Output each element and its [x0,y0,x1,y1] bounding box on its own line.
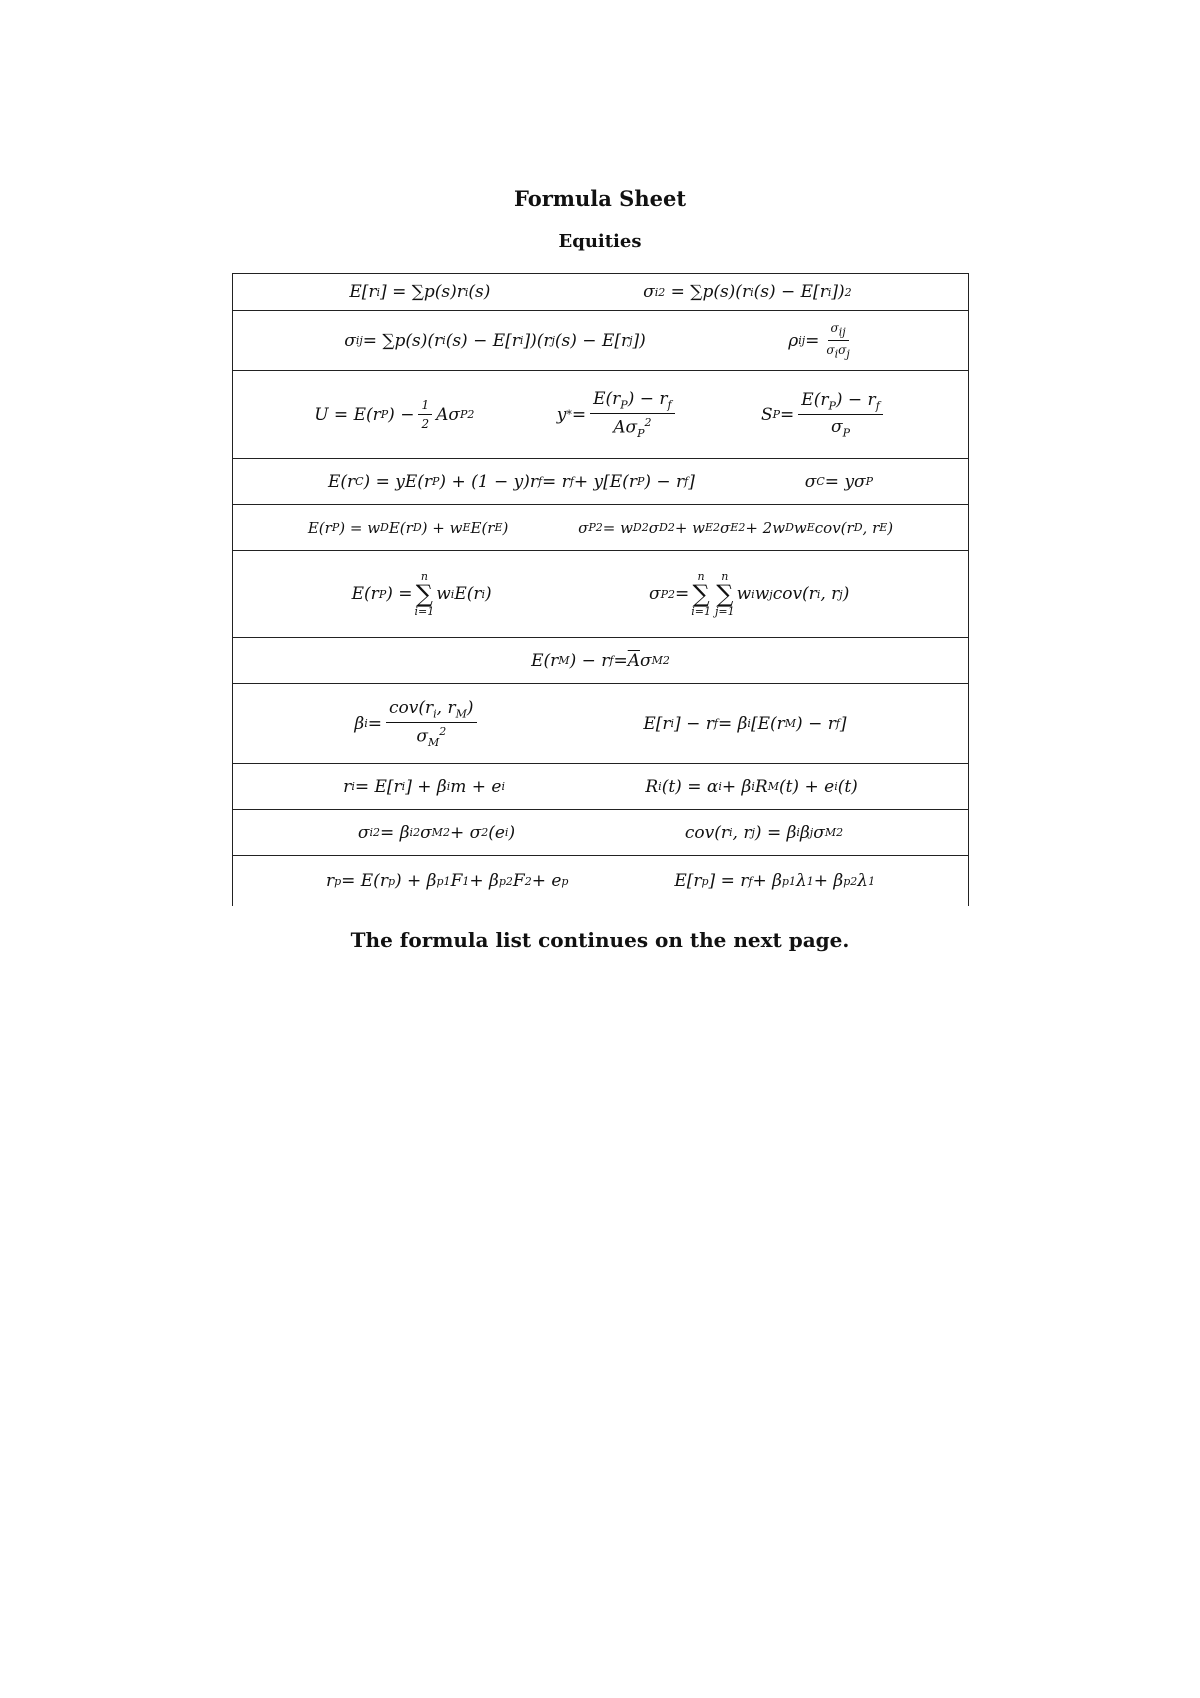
table-row [233,810,968,856]
formula-apt: E[r p ] = r f + β p1 λ 1 + β p2 λ 1 [674,871,876,891]
formula-table [232,273,969,906]
formula-capm: E[r i ] − r f = β i [E(r M ) − r f ] [643,713,847,734]
table-row [233,684,968,764]
formula-optimal-y: y * = $\frac{E(r_P) - r_f}{A\sigma_P^2}$ [557,389,679,440]
table-row [233,371,968,459]
formula-index-covariance: cov(r i , r j ) = β i β j σ M 2 [684,822,844,843]
formula-variance: σ i 2 = ∑p(s)(r i (s) − E[r i ]) 2 [643,282,852,302]
formula-beta: β i = $\frac{cov(r_i, r_M)}{\sigma_M^2}$ [354,698,480,749]
table-row [233,764,968,810]
formula-expected-return: E[r i ] = ∑p(s)r i (s) [349,282,491,302]
table-row [233,856,968,906]
page-title: Formula Sheet [513,186,687,211]
formula-sharpe: S P = $\frac{E(r_P) - r_f}{\sigma_P}$ [761,390,887,440]
table-row [233,551,968,638]
formula-complete-sd: σ C = yσ P [804,471,874,492]
formula-index-variance: σ i 2 = β i 2 σ M 2 + σ 2 (e i ) [357,822,516,843]
table-row [233,274,968,311]
section-subtitle: Equities [558,231,642,252]
formula-correlation: ρ ij = $\frac{\sigma_{ij}}{\sigma_i\sigma_j}$ [788,320,850,361]
formula-complete-return: E(r C ) = yE(r P ) + (1 − y)r f = r f + y[E(r P ) − r f ] [327,471,695,492]
formula-two-factor: r p = E(r p ) + β p1 F 1 + β p2 F 2 + e p [325,871,569,891]
continuation-note: The formula list continues on the next page. [350,928,850,952]
formula-market-premium: E(r M ) − r f = $\overline{A}$ σ M 2 [531,650,670,671]
table-row [233,459,968,505]
formula-utility: U = E(r P ) − $\frac{1}{2}$ Aσ P 2 [314,398,475,431]
formula-portfolio-variance: σ P 2 = n ∑ i=1 n ∑ j=1 w i w j cov(r i , r j ) [648,570,850,618]
formula-index-regression: R i (t) = α i + β i R M (t) + e i (t) [645,776,858,797]
table-row [233,638,968,684]
formula-two-asset-return: E(r P ) = w D E(r D ) + w E E(r E ) [307,518,509,537]
formula-covariance: σ ij = ∑p(s)(r i (s) − E[r i ])(r j (s) − E[r j ]) [344,330,646,351]
formula-two-asset-variance: σ P 2 = w D 2 σ D 2 + w E 2 σ E 2 + 2w D w E cov(r D , r E ) [578,518,894,537]
formula-single-index: r i = E[r i ] + β i m + e i [343,776,506,797]
formula-portfolio-return: E(r P ) = n ∑ i=1 w i E(r i ) [351,570,492,618]
table-row [233,505,968,551]
table-row [233,311,968,371]
